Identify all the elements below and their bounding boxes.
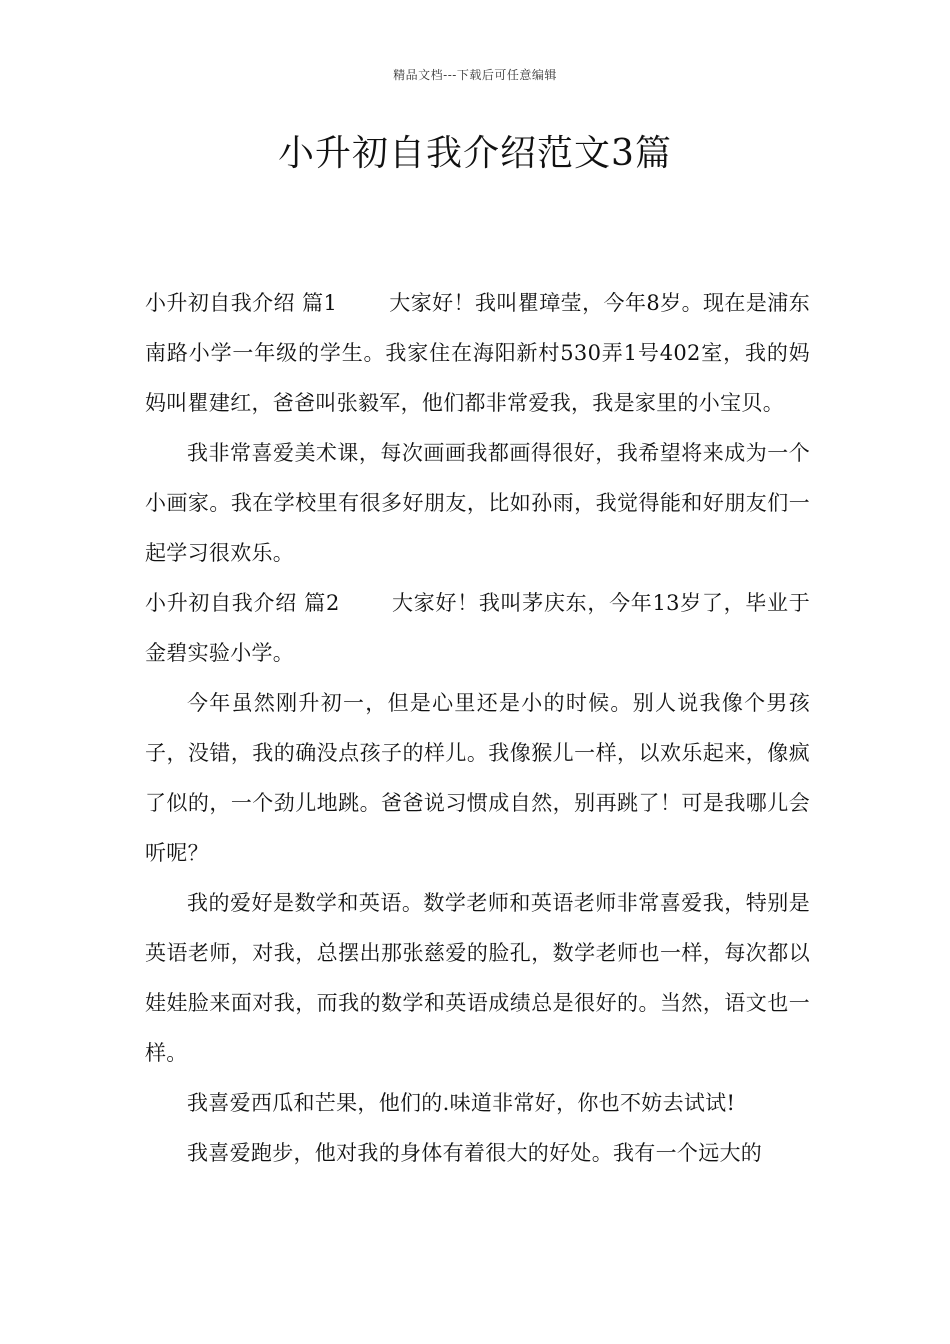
section-2-paragraph-4: 我喜爱西瓜和芒果，他们的.味道非常好，你也不妨去试试!: [187, 1091, 736, 1115]
section-2-paragraph-5: 我喜爱跑步，他对我的身体有着很大的好处。我有一个远大的: [187, 1141, 763, 1165]
header-note: 精品文档---下载后可任意编辑: [393, 68, 557, 82]
section-2-first-paragraph: [145, 578, 810, 678]
section-2-heading: 小升初自我介绍 篇2: [145, 591, 340, 615]
document-body: [145, 278, 810, 1178]
section-1-paragraph-2: 我非常喜爱美术课，每次画画我都画得很好，我希望将来成为一个小画家。我在学校里有很多好朋友，比如孙雨，我觉得能和好朋友们一起学习很欢乐。: [145, 441, 810, 565]
section-1-first-paragraph: [145, 278, 810, 428]
section-1-paragraph-1: 大家好！我叫瞿璋莹，今年8岁。现在是浦东南路小学一年级的学生。我家住在海阳新村530弄1号402室，我的妈妈叫瞿建红，爸爸叫张毅军，他们都非常爱我，我是家里的小宝贝。: [145, 291, 810, 415]
section-1-heading: 小升初自我介绍 篇1: [145, 291, 338, 315]
document-title: 小升初自我介绍范文3篇: [278, 133, 672, 174]
section-2-paragraph-1: 大家好！我叫茅庆东，今年13岁了，毕业于金碧实验小学。: [145, 591, 810, 665]
section-2-paragraph-3: 我的爱好是数学和英语。数学老师和英语老师非常喜爱我，特别是英语老师，对我，总摆出那张慈爱的脸孔，数学老师也一样，每次都以娃娃脸来面对我，而我的数学和英语成绩总是很好的。当然，语文也一样。: [145, 891, 810, 1065]
section-2-paragraph-2: 今年虽然刚升初一，但是心里还是小的时候。别人说我像个男孩子，没错，我的确没点孩子的样儿。我像猴儿一样，以欢乐起来，像疯了似的，一个劲儿地跳。爸爸说习惯成自然，别再跳了！可是我哪儿会听呢？: [145, 691, 810, 865]
